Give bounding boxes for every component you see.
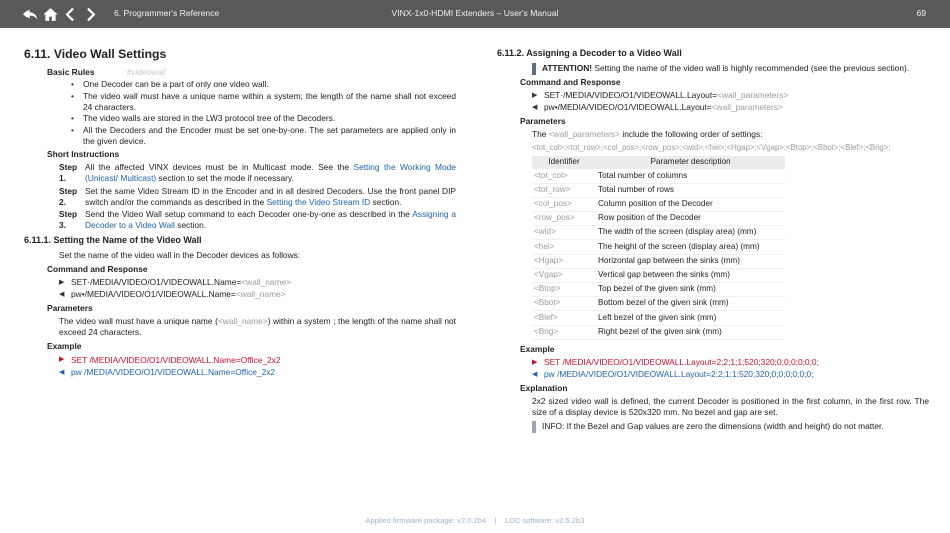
param-desc: Left bezel of the given sink (mm) [596, 311, 785, 325]
parameters-text-post: ) within a system ; the length of the name shall not exceed 24 characters. [59, 316, 456, 338]
param-desc: Top bezel of the given sink (mm) [596, 283, 785, 297]
response-text: pw•/MEDIA/VIDEO/O1/VIDEOWALL.Layout= [544, 102, 712, 113]
right-arrow-icon: ▶ [59, 278, 65, 286]
right-arrow-icon: ▶ [59, 356, 65, 364]
parameters-text [532, 129, 929, 140]
short-instructions-label: Short Instructions [47, 149, 120, 160]
table-header: Parameter description [596, 156, 785, 170]
step-number: Step 3. [59, 208, 78, 230]
param-desc: Column position of the Decoder [596, 197, 785, 211]
parameters-param: <wall_parameters> [548, 129, 620, 140]
param-id: <row_pos> [532, 212, 596, 226]
settings-order: <tot_col>;<tot_row>;<col_pos>;<row_pos>;<wid>;<hei>;<Hgap>;<Vgap>;<Btop>;<Bbot>;<Blef>;<Brig>; [532, 143, 891, 153]
intro-text: Set the name of the video wall in the Decoder devices as follows: [59, 249, 301, 260]
list-item: • The video wall must have a unique name within a system; the length of the name shall not exceed 24 characters. [83, 91, 456, 113]
home-icon[interactable] [42, 6, 59, 23]
example-response [59, 367, 456, 378]
info-bar [532, 421, 536, 433]
param-id: <Vgap> [532, 268, 596, 282]
param-id: <Bbot> [532, 297, 596, 311]
set-command [532, 90, 929, 101]
param-id: <Blef> [532, 311, 596, 325]
param-id: <wid> [532, 226, 596, 240]
left-arrow-icon: ◀ [59, 368, 65, 376]
step-number: Step 1. [59, 162, 78, 184]
step-text-pre: All the affected VINX devices must be in Multicast mode. See the [85, 162, 354, 173]
example-set [532, 357, 929, 368]
command-response-label: Command and Response [47, 263, 148, 274]
table-row [532, 226, 785, 240]
step-2 [59, 186, 456, 208]
param-id: <tot_col> [532, 169, 596, 183]
table-header: Identifier [532, 156, 596, 170]
table-row [532, 183, 785, 197]
param-desc: The height of the screen (display area) (mm) [596, 240, 785, 254]
info-text: INFO: If the Bezel and Gap values are zero the dimensions (width and height) do not matter. [542, 421, 884, 432]
response-param: <wall_parameters> [711, 102, 783, 113]
page-number: 69 [916, 8, 926, 19]
step-text-post: section. [174, 219, 207, 230]
attention-note [532, 63, 929, 75]
left-arrow-icon: ◀ [532, 103, 538, 111]
link-video-stream-id[interactable]: Setting the Video Stream ID [266, 196, 371, 207]
example-set [59, 355, 456, 366]
param-desc: Row position of the Decoder [596, 212, 785, 226]
response-command [532, 102, 929, 113]
command-response-label: Command and Response [520, 76, 621, 87]
table-row [532, 169, 785, 183]
table-header-row [532, 156, 785, 170]
command-param: <wall_name> [241, 276, 292, 287]
basic-rules-label: Basic Rules [47, 67, 95, 78]
attention-bar [532, 63, 536, 75]
nav-buttons [0, 6, 114, 23]
right-column [497, 40, 929, 435]
parameters-label: Parameters [47, 303, 93, 314]
param-desc: The width of the screen (display area) (mm) [596, 226, 785, 240]
step-3 [59, 209, 456, 231]
response-param: <wall_name> [235, 289, 286, 300]
explanation-text: 2x2 sized video wall is defined, the current Decoder is positioned in the first column, in the first row. The size of a display device is 520x320 mm. No bezel and gap are set. [532, 396, 929, 418]
param-desc: Total number of columns [596, 169, 785, 183]
example-response-text: pw /MEDIA/VIDEO/O1/VIDEOWALL.Layout=2;2;1;1;520;320;0;0;0;0;0;0; [544, 369, 814, 380]
table-row [532, 325, 785, 339]
left-arrow-icon: ◀ [59, 290, 65, 298]
next-icon[interactable] [82, 6, 99, 23]
previous-icon[interactable] [62, 6, 79, 23]
link-assigning-decoder[interactable]: Assigning a Decoder to a Video Wall [85, 208, 456, 230]
response-text: pw•/MEDIA/VIDEO/O1/VIDEOWALL.Name= [71, 289, 236, 300]
command-text: SET·/MEDIA/VIDEO/O1/VIDEOWALL.Layout= [544, 89, 718, 100]
step-text-pre: Set the same Video Stream ID in the Encoder and in all desired Decoders. Use the front panel DIP switch and/or the commands as described in the [85, 185, 456, 207]
table-row [532, 254, 785, 268]
step-text-post: section to set the mode if necessary. [156, 173, 294, 184]
table-row [532, 283, 785, 297]
subsection-title-assign: 6.11.2. Assigning a Decoder to a Video Wall [497, 48, 682, 58]
table-row [532, 240, 785, 254]
table-row [532, 311, 785, 325]
parameters-text-pre: The video wall must have a unique name ( [59, 316, 218, 327]
parameters-text [59, 316, 456, 338]
footer [0, 516, 950, 526]
attention-label: ATTENTION! [542, 62, 593, 73]
table-row [532, 297, 785, 311]
step-1 [59, 162, 456, 184]
parameters-table [532, 156, 785, 340]
list-item: • All the Decoders and the Encoder must be set one-by-one. The set parameters are applied only in the given device. [83, 125, 456, 147]
list-item: • One Decoder can be a part of only one video wall. [83, 79, 456, 90]
response-command [59, 289, 456, 300]
footer-ldc: LDC software: v2.5.2b3 [505, 516, 585, 525]
parameters-text-post: include the following order of settings: [620, 129, 763, 140]
param-desc: Total number of rows [596, 183, 785, 197]
param-id: <Btop> [532, 283, 596, 297]
table-row [532, 268, 785, 282]
table-row [532, 212, 785, 226]
command-text: SET·/MEDIA/VIDEO/O1/VIDEOWALL.Name= [71, 276, 242, 287]
parameters-param: <wall_name> [217, 316, 268, 327]
section-title: 6.11. Video Wall Settings [24, 47, 167, 61]
param-id: <Hgap> [532, 254, 596, 268]
example-label: Example [47, 341, 82, 352]
param-desc: Vertical gap between the sinks (mm) [596, 268, 785, 282]
list-item: • The video walls are stored in the LW3 protocol tree of the Decoders. [83, 113, 456, 124]
right-arrow-icon: ▶ [532, 91, 538, 99]
step-text [85, 186, 456, 208]
set-command [59, 277, 456, 288]
steps-list [59, 162, 456, 231]
attention-body: Setting the name of the video wall is highly recommended (see the previous section). [592, 62, 910, 73]
example-response [532, 369, 929, 380]
param-id: <Brig> [532, 325, 596, 339]
basic-rules-tag: #videowall [126, 67, 166, 78]
header-section: 6. Programmer's Reference [114, 8, 220, 19]
parameters-text-pre: The [532, 129, 549, 140]
parameters-label: Parameters [520, 116, 566, 127]
back-icon[interactable] [22, 6, 39, 23]
footer-separator: | [494, 516, 497, 525]
header-title: VINX-1x0-HDMI Extenders – User's Manual [391, 8, 559, 19]
footer-firmware: Applied firmware package: v2.0.2b4 [365, 516, 487, 525]
left-arrow-icon: ◀ [532, 371, 538, 378]
example-set-text: SET /MEDIA/VIDEO/O1/VIDEOWALL.Name=Office_2x2 [71, 354, 281, 365]
subsection-title-name: 6.11.1. Setting the Name of the Video Wall [24, 234, 202, 245]
param-desc: Horizontal gap between the sinks (mm) [596, 254, 785, 268]
basic-rules-list [83, 79, 456, 147]
link-working-mode[interactable]: Setting the Working Mode (Unicast/ Multicast) [85, 162, 456, 184]
right-arrow-icon: ▶ [532, 358, 538, 366]
step-text-post: section. [370, 196, 402, 207]
command-param: <wall_parameters> [717, 89, 789, 100]
example-set-text: SET /MEDIA/VIDEO/O1/VIDEOWALL.Layout=2;2;1;1;520;320;0;0;0;0;0;0; [544, 356, 819, 367]
step-text-pre: Send the Video Wall setup command to each Decoder one-by-one as described in the [85, 208, 413, 219]
explanation-label: Explanation [520, 383, 568, 394]
param-desc: Right bezel of the given sink (mm) [596, 325, 785, 339]
param-id: <col_pos> [532, 197, 596, 211]
left-column [24, 40, 456, 379]
param-desc: Bottom bezel of the given sink (mm) [596, 297, 785, 311]
param-id: <tot_row> [532, 183, 596, 197]
step-text [85, 209, 456, 231]
example-response-text: pw /MEDIA/VIDEO/O1/VIDEOWALL.Name=Office_2x2 [71, 366, 276, 377]
example-label: Example [520, 343, 555, 354]
top-bar [0, 0, 950, 28]
param-id: <hei> [532, 240, 596, 254]
table-row [532, 197, 785, 211]
info-note [532, 421, 929, 433]
step-text [85, 162, 456, 184]
basic-rules-heading [47, 67, 456, 78]
attention-text [542, 63, 909, 74]
step-number: Step 2. [59, 185, 78, 207]
